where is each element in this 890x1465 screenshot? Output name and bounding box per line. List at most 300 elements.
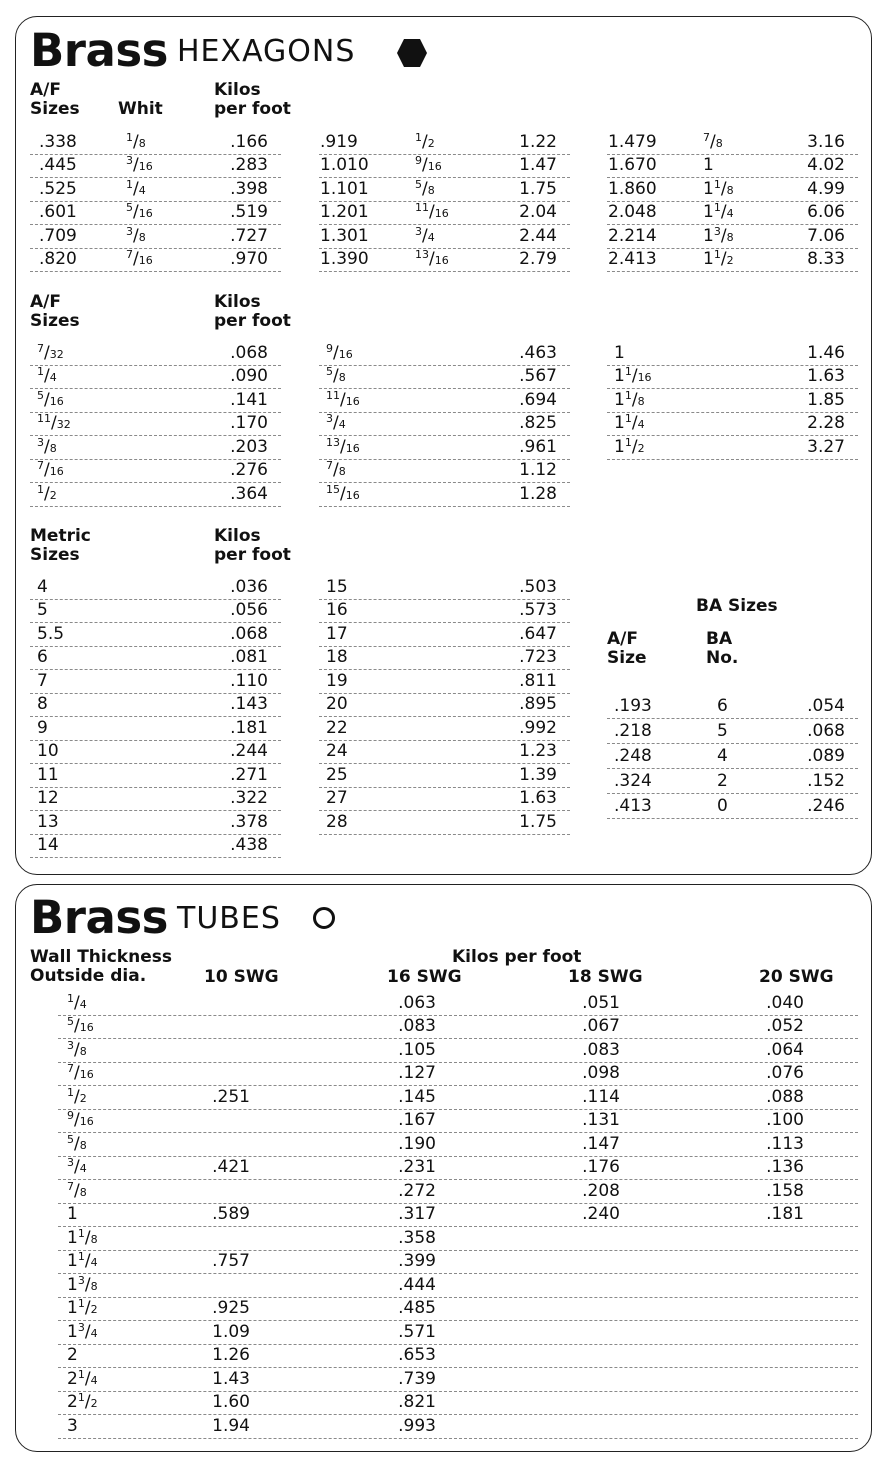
whit-3-kilos: 7.06 [807, 225, 845, 246]
tube-swg20: .064 [766, 1039, 804, 1060]
whit-1-row [30, 249, 281, 273]
whit-1-kilos: .398 [230, 178, 268, 199]
metric-2-size: 25 [326, 764, 348, 785]
af-3-kilos: 1.46 [807, 342, 845, 363]
ba-kilos: .089 [807, 746, 845, 766]
tube-swg10: 1.60 [212, 1392, 250, 1412]
metric-2-row [319, 741, 570, 765]
whit-3-kilos: 4.02 [807, 155, 845, 175]
whit-2-af: .919 [320, 131, 358, 152]
ba-af: .413 [614, 796, 652, 816]
ba-kilos: .246 [807, 796, 845, 816]
metric-1-kilos: .036 [230, 576, 268, 597]
metric-kilos-header: Kilos per foot [214, 526, 291, 565]
metric-2-kilos: 1.63 [519, 788, 557, 808]
metric-2-row [319, 647, 570, 671]
hexagons-title: Brass [30, 24, 168, 77]
af-3-row [607, 366, 858, 390]
whit-2-kilos: 1.47 [519, 155, 557, 175]
swg18-header: 18 SWG [568, 967, 643, 987]
tube-swg20: .040 [766, 992, 804, 1013]
whit-3-whit: $1^1/4$ [703, 201, 734, 222]
tube-row [58, 1086, 858, 1110]
tube-swg20: .136 [766, 1157, 804, 1177]
tube-outside-dia: $^3$/8 [67, 1038, 87, 1060]
metric-1-size: 13 [37, 811, 59, 832]
metric-2-size: 20 [326, 694, 348, 714]
whit-3-kilos: 3.16 [807, 131, 845, 152]
tube-swg16: .105 [398, 1039, 436, 1060]
ba-row [607, 694, 858, 719]
tube-outside-dia: $^7$/8 [67, 1179, 87, 1201]
af-3-kilos: 1.63 [807, 366, 845, 386]
tube-swg18: .067 [582, 1016, 620, 1036]
af-3-row [607, 342, 858, 366]
tube-row [58, 1415, 858, 1439]
tube-row [58, 1063, 858, 1087]
metric-2-row [319, 670, 570, 694]
whit-2-whit: $^9$/16 [415, 154, 442, 175]
af-2-size: $^{11}$/16 [326, 388, 360, 410]
af-1-kilos: .364 [230, 483, 268, 504]
whit-2-kilos: 1.22 [519, 131, 557, 152]
af-sizes-header: A/F Sizes [30, 292, 80, 331]
tube-row [58, 992, 858, 1016]
whit-1-kilos: .970 [230, 249, 268, 269]
tube-swg16: .167 [398, 1110, 436, 1130]
tube-swg18: .114 [582, 1086, 620, 1107]
whit-1-af: .820 [39, 249, 77, 269]
tubes-title: Brass [30, 891, 168, 944]
whit-1-row [30, 155, 281, 179]
metric-1-size: 12 [37, 788, 59, 808]
metric-1-kilos: .378 [230, 811, 268, 832]
whit-2-row [319, 249, 570, 273]
metric-1-size: 5.5 [37, 623, 65, 644]
metric-2-row [319, 788, 570, 812]
tube-swg20: .181 [766, 1204, 804, 1224]
af-3-kilos: 1.85 [807, 389, 845, 410]
whit-3-whit: $1^1/2$ [703, 248, 734, 269]
whit-1-row [30, 225, 281, 249]
tube-outside-dia: $^7$/16 [67, 1062, 94, 1083]
ba-af: .193 [614, 696, 652, 716]
tube-swg16: .399 [398, 1251, 436, 1271]
tube-outside-dia: $1^1/4$ [67, 1250, 98, 1271]
whit-1-kilos: .519 [230, 202, 268, 222]
af-1-size: $^1$/2 [37, 482, 57, 504]
metric-sizes-header: Metric Sizes [30, 526, 91, 565]
af-1-row [30, 366, 281, 390]
metric-2-kilos: .992 [519, 717, 557, 738]
whit-3-whit: 1 [703, 155, 714, 175]
af-3-kilos: 3.27 [807, 436, 845, 457]
whit-3-whit: $1^1/8$ [703, 177, 734, 199]
swg10-header: 10 SWG [204, 967, 279, 987]
whit-2-kilos: 2.79 [519, 249, 557, 269]
tube-row [58, 1227, 858, 1251]
af-2-row [319, 366, 570, 390]
af-2-row [319, 342, 570, 366]
whit-2-row [319, 225, 570, 249]
af-1-size: $^7$/16 [37, 459, 64, 480]
ba-kilos: .068 [807, 721, 845, 741]
tube-outside-dia: $1^1/8$ [67, 1226, 98, 1248]
circle-icon [313, 907, 335, 929]
tube-row [58, 1368, 858, 1392]
tube-swg20: .052 [766, 1016, 804, 1036]
whit-3-row [607, 249, 858, 273]
whit-1-whit: $^1$/4 [126, 177, 146, 199]
metric-1-row [30, 647, 281, 671]
ba-no: 5 [717, 721, 728, 741]
tube-row [58, 1180, 858, 1204]
tube-swg18: .147 [582, 1133, 620, 1154]
whit-3-af: 1.479 [608, 131, 657, 152]
metric-2-size: 19 [326, 670, 348, 691]
whit-2-af: 1.101 [320, 178, 369, 199]
whit-1-af: .338 [39, 131, 77, 152]
metric-1-size: 7 [37, 670, 48, 691]
metric-1-size: 14 [37, 835, 59, 855]
metric-2-kilos: .503 [519, 576, 557, 597]
af-2-kilos: 1.12 [519, 460, 557, 480]
metric-2-kilos: .647 [519, 623, 557, 644]
whit-3-row [607, 131, 858, 155]
metric-2-row [319, 717, 570, 741]
tube-row [58, 1110, 858, 1134]
metric-1-kilos: .271 [230, 764, 268, 785]
ba-no: 4 [717, 746, 728, 766]
metric-2-kilos: .895 [519, 694, 557, 714]
tube-outside-dia: $1^1/2$ [67, 1297, 98, 1318]
tube-swg10: 1.43 [212, 1368, 250, 1389]
tube-swg16: .063 [398, 992, 436, 1013]
metric-1-size: 10 [37, 741, 59, 761]
whit-1-whit: $^3$/8 [126, 224, 146, 246]
metric-1-row [30, 717, 281, 741]
whit-2-whit: $^3$/4 [415, 224, 435, 246]
tube-swg18: .098 [582, 1063, 620, 1083]
tube-row [58, 1345, 858, 1369]
tube-swg20: .088 [766, 1086, 804, 1107]
whit-1-kilos: .283 [230, 155, 268, 175]
af-3-row [607, 389, 858, 413]
af-1-row [30, 389, 281, 413]
tube-outside-dia: $1^3/4$ [67, 1320, 98, 1342]
ba-sizes-title: BA Sizes [696, 596, 778, 616]
tube-swg16: .444 [398, 1274, 436, 1295]
whit-3-af: 2.413 [608, 249, 657, 269]
wall-thickness-header: Wall Thickness Outside dia. [30, 947, 172, 986]
tube-swg18: .208 [582, 1180, 620, 1201]
tube-row [58, 1298, 858, 1322]
af-2-kilos: .961 [519, 436, 557, 457]
whit-1-af: .445 [39, 155, 77, 175]
metric-1-size: 5 [37, 600, 48, 620]
tube-swg16: .485 [398, 1298, 436, 1318]
tube-row [58, 1251, 858, 1275]
af-1-size: $^1$/4 [37, 365, 57, 386]
whit-1-row [30, 202, 281, 226]
tube-swg20: .076 [766, 1063, 804, 1083]
whit-2-whit: $^5$/8 [415, 177, 435, 199]
af-2-size: $^7$/8 [326, 459, 346, 480]
tube-row [58, 1133, 858, 1157]
af-1-size: $^5$/16 [37, 388, 64, 410]
tubes-subtitle: TUBES [177, 901, 281, 936]
tube-swg10: .421 [212, 1157, 250, 1177]
tube-swg10: .925 [212, 1298, 250, 1318]
whit-1-af: .525 [39, 178, 77, 199]
tube-swg20: .100 [766, 1110, 804, 1130]
af-2-kilos: .567 [519, 366, 557, 386]
whit-1-af: .709 [39, 225, 77, 246]
tube-swg10: 1.26 [212, 1345, 250, 1365]
whit-3-whit: $1^3/8$ [703, 224, 734, 246]
tube-row [58, 1392, 858, 1416]
af-1-kilos: .203 [230, 436, 268, 457]
ba-af: .218 [614, 721, 652, 741]
af-2-kilos: .694 [519, 389, 557, 410]
af-1-row [30, 436, 281, 460]
af-2-kilos: 1.28 [519, 483, 557, 504]
ba-row [607, 794, 858, 819]
metric-1-row [30, 741, 281, 765]
whit-3-af: 1.860 [608, 178, 657, 199]
af-3-size: 1 [614, 342, 625, 363]
tube-swg18: .083 [582, 1039, 620, 1060]
whit-2-whit: $^{13}$/16 [415, 248, 449, 269]
whit-af-sizes-header: A/F Sizes [30, 80, 80, 119]
whit-2-kilos: 1.75 [519, 178, 557, 199]
metric-1-row [30, 764, 281, 788]
metric-2-size: 15 [326, 576, 348, 597]
ba-no: 6 [717, 696, 728, 716]
tube-swg16: .127 [398, 1063, 436, 1083]
tube-outside-dia: 1 [67, 1204, 78, 1224]
af-2-row [319, 460, 570, 484]
af-3-size: $1^1/2$ [614, 435, 645, 457]
af-3-size: $1^1/4$ [614, 412, 645, 433]
metric-2-size: 17 [326, 623, 348, 644]
metric-1-row [30, 600, 281, 624]
metric-1-row [30, 835, 281, 859]
tube-swg10: 1.09 [212, 1321, 250, 1342]
tube-swg16: .993 [398, 1415, 436, 1436]
metric-2-kilos: .723 [519, 647, 557, 667]
tube-swg16: .317 [398, 1204, 436, 1224]
tube-outside-dia: $1^3/8$ [67, 1273, 98, 1295]
tube-row [58, 1039, 858, 1063]
whit-2-row [319, 202, 570, 226]
whit-3-af: 2.214 [608, 225, 657, 246]
whit-2-row [319, 155, 570, 179]
ba-af-size-header: A/F Size [607, 629, 647, 668]
swg20-header: 20 SWG [759, 967, 834, 987]
whit-3-af: 2.048 [608, 202, 657, 222]
ba-kilos: .054 [807, 696, 845, 716]
ba-af: .324 [614, 771, 652, 791]
af-1-kilos: .068 [230, 342, 268, 363]
af-3-row [607, 436, 858, 460]
whit-2-af: 1.010 [320, 155, 369, 175]
af-1-size: $^3$/8 [37, 435, 57, 457]
metric-1-size: 6 [37, 647, 48, 667]
metric-1-size: 9 [37, 717, 48, 738]
af-1-row [30, 413, 281, 437]
af-2-row [319, 483, 570, 507]
metric-1-row [30, 670, 281, 694]
tube-swg18: .240 [582, 1204, 620, 1224]
af-1-row [30, 342, 281, 366]
tube-swg16: .272 [398, 1180, 436, 1201]
metric-2-row [319, 694, 570, 718]
tube-row [58, 1321, 858, 1345]
tube-swg16: .145 [398, 1086, 436, 1107]
metric-1-row [30, 694, 281, 718]
af-2-size: $^3$/4 [326, 412, 346, 433]
tube-row [58, 1274, 858, 1298]
ba-no: 2 [717, 771, 728, 791]
tube-swg16: .231 [398, 1157, 436, 1177]
tube-row [58, 1157, 858, 1181]
metric-2-row [319, 764, 570, 788]
whit-2-whit: $^1$/2 [415, 130, 435, 152]
whit-2-whit: $^{11}$/16 [415, 201, 449, 222]
tube-swg16: .653 [398, 1345, 436, 1365]
metric-2-kilos: 1.23 [519, 741, 557, 761]
tube-outside-dia: $^1$/2 [67, 1085, 87, 1107]
tube-swg20: .158 [766, 1180, 804, 1201]
tube-swg10: .757 [212, 1251, 250, 1271]
hexagon-icon [396, 38, 428, 68]
af-2-row [319, 413, 570, 437]
tube-swg18: .131 [582, 1110, 620, 1130]
metric-2-kilos: 1.75 [519, 811, 557, 832]
af-2-size: $^9$/16 [326, 341, 353, 363]
af-3-size: $1^1/16$ [614, 365, 652, 386]
whit-3-row [607, 202, 858, 226]
ba-row [607, 744, 858, 769]
af-1-size: $^{11}$/32 [37, 412, 71, 433]
tube-outside-dia: $^5$/16 [67, 1015, 94, 1036]
whit-2-row [319, 178, 570, 202]
tube-outside-dia: 2 [67, 1345, 78, 1365]
whit-2-row [319, 131, 570, 155]
metric-1-kilos: .056 [230, 600, 268, 620]
whit-3-kilos: 4.99 [807, 178, 845, 199]
ba-af: .248 [614, 746, 652, 766]
af-kilos-header: Kilos per foot [214, 292, 291, 331]
tube-swg16: .083 [398, 1016, 436, 1036]
metric-1-row [30, 788, 281, 812]
metric-1-kilos: .068 [230, 623, 268, 644]
whit-2-af: 1.301 [320, 225, 369, 246]
metric-1-row [30, 623, 281, 647]
metric-2-kilos: .811 [519, 670, 557, 691]
af-2-kilos: .825 [519, 413, 557, 433]
metric-2-row [319, 576, 570, 600]
metric-1-row [30, 811, 281, 835]
whit-1-whit: $^1$/8 [126, 130, 146, 152]
af-1-kilos: .141 [230, 389, 268, 410]
tube-swg16: .190 [398, 1133, 436, 1154]
whit-1-row [30, 178, 281, 202]
metric-1-kilos: .081 [230, 647, 268, 667]
tube-outside-dia: $^9$/16 [67, 1109, 94, 1130]
swg16-header: 16 SWG [387, 967, 462, 987]
whit-1-whit: $^7$/16 [126, 248, 153, 269]
metric-1-kilos: .244 [230, 741, 268, 761]
tube-outside-dia: $^5$/8 [67, 1132, 87, 1154]
whit-3-row [607, 155, 858, 179]
tube-row [58, 1016, 858, 1040]
whit-1-whit: $^5$/16 [126, 201, 153, 222]
af-3-kilos: 2.28 [807, 413, 845, 433]
whit-2-af: 1.390 [320, 249, 369, 269]
whit-2-kilos: 2.04 [519, 202, 557, 222]
tube-swg16: .571 [398, 1321, 436, 1342]
metric-2-size: 16 [326, 600, 348, 620]
whit-3-kilos: 6.06 [807, 202, 845, 222]
whit-3-af: 1.670 [608, 155, 657, 175]
tube-swg16: .358 [398, 1227, 436, 1248]
whit-3-row [607, 225, 858, 249]
af-1-kilos: .276 [230, 460, 268, 480]
metric-1-kilos: .181 [230, 717, 268, 738]
metric-1-kilos: .438 [230, 835, 268, 855]
hexagons-subtitle: HEXAGONS [177, 34, 356, 69]
metric-1-size: 8 [37, 694, 48, 714]
tube-outside-dia: 3 [67, 1415, 78, 1436]
af-2-kilos: .463 [519, 342, 557, 363]
ba-kilos: .152 [807, 771, 845, 791]
metric-1-kilos: .322 [230, 788, 268, 808]
tube-outside-dia: $2^1/4$ [67, 1367, 98, 1389]
metric-1-size: 11 [37, 764, 59, 785]
metric-2-row [319, 811, 570, 835]
metric-1-row [30, 576, 281, 600]
tube-swg18: .176 [582, 1157, 620, 1177]
metric-2-kilos: 1.39 [519, 764, 557, 785]
metric-2-size: 24 [326, 741, 348, 761]
whit-1-whit: $^3$/16 [126, 154, 153, 175]
metric-2-row [319, 623, 570, 647]
metric-1-kilos: .143 [230, 694, 268, 714]
whit-1-af: .601 [39, 202, 77, 222]
whit-1-row [30, 131, 281, 155]
whit-1-kilos: .166 [230, 131, 268, 152]
metric-2-size: 27 [326, 788, 348, 808]
af-1-row [30, 483, 281, 507]
af-2-row [319, 436, 570, 460]
tube-swg16: .739 [398, 1368, 436, 1389]
tube-row [58, 1204, 858, 1228]
tube-swg10: .589 [212, 1204, 250, 1224]
metric-1-size: 4 [37, 576, 48, 597]
ba-row [607, 769, 858, 794]
tube-swg20: .113 [766, 1133, 804, 1154]
tube-swg16: .821 [398, 1392, 436, 1412]
tube-outside-dia: $2^1/2$ [67, 1391, 98, 1412]
ba-row [607, 719, 858, 744]
af-1-row [30, 460, 281, 484]
whit-header: Whit [118, 99, 163, 119]
af-1-kilos: .170 [230, 413, 268, 433]
whit-3-kilos: 8.33 [807, 249, 845, 269]
af-3-row [607, 413, 858, 437]
